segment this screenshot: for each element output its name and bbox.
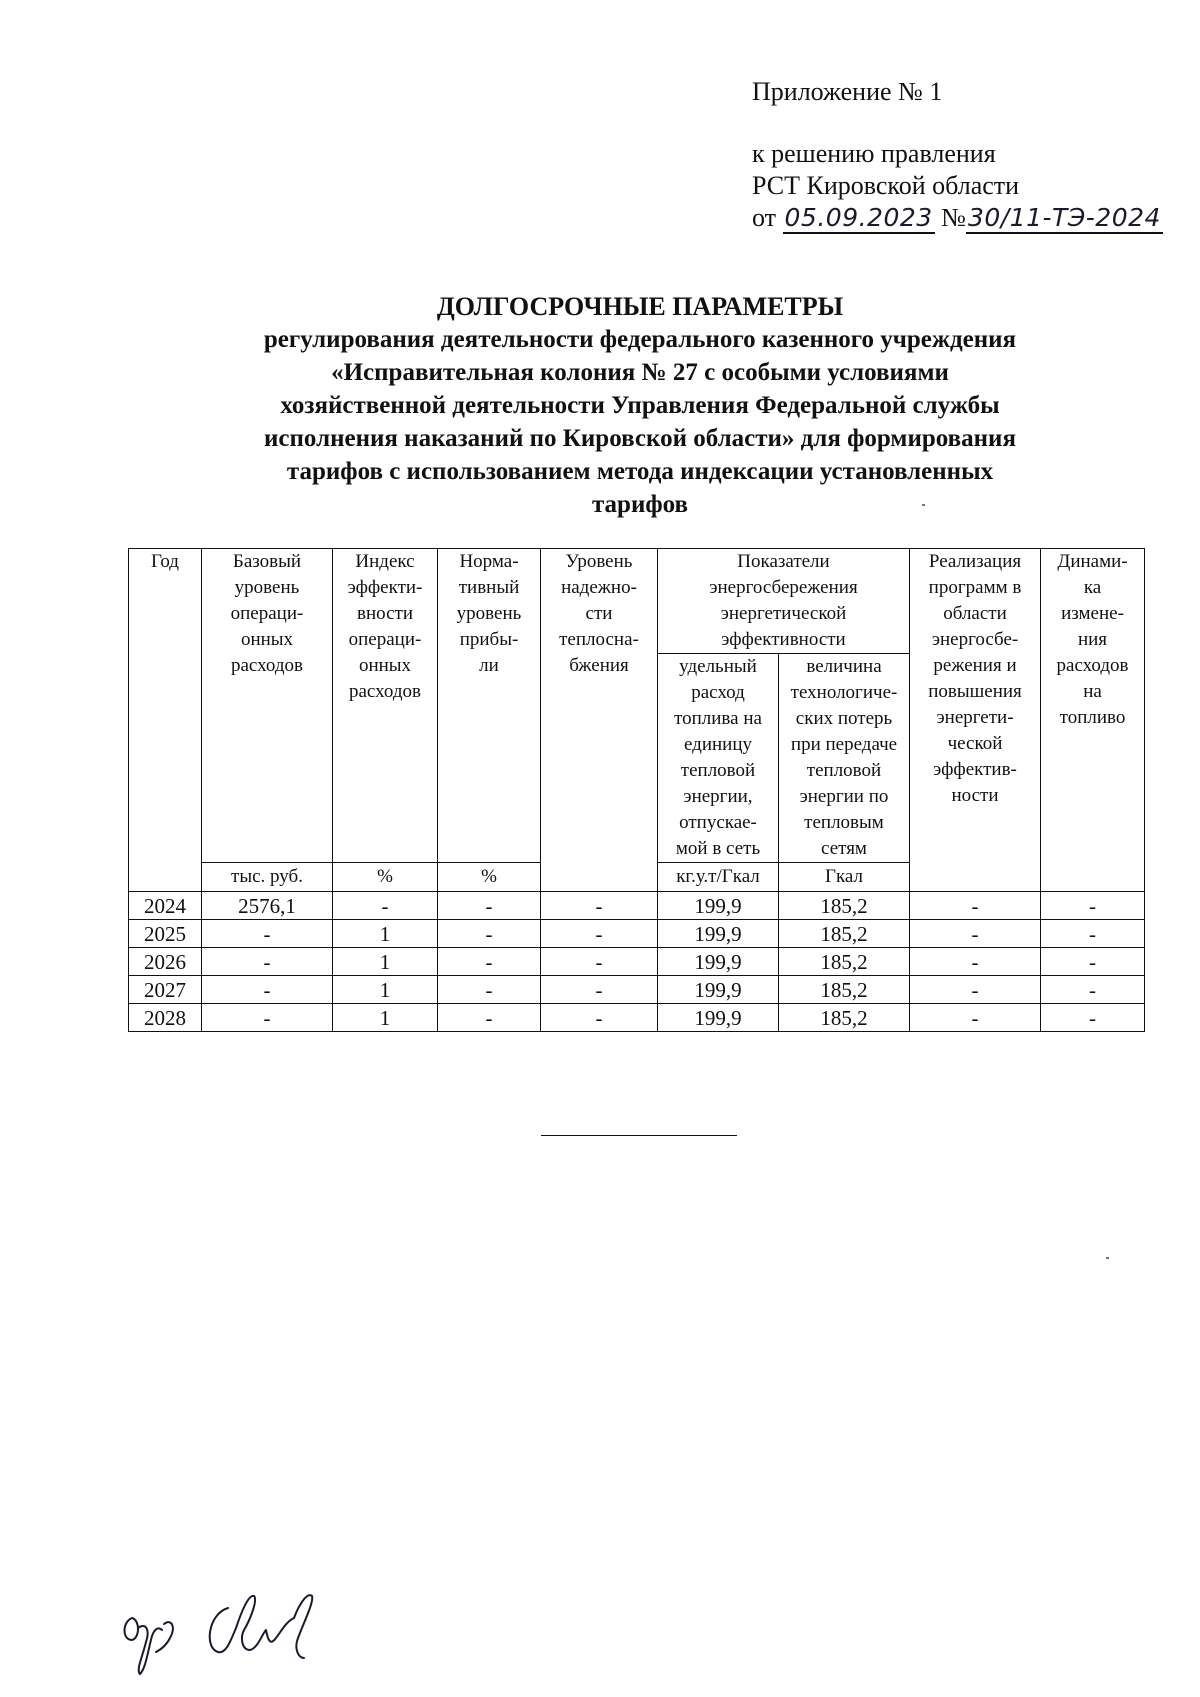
header-line: ческой	[947, 733, 1003, 754]
title-line: «Исправительная колония № 27 с особыми условиями	[331, 359, 949, 386]
header-line: измене-	[1061, 603, 1124, 624]
header-line: Реализация	[928, 551, 1022, 572]
scan-speck	[922, 504, 925, 506]
header-line: эффекти-	[347, 577, 423, 598]
parameters-table	[128, 548, 1145, 1032]
header-line: онных	[358, 655, 412, 676]
header-line: Норма-	[459, 551, 519, 572]
header-line: расходов	[1056, 655, 1129, 676]
cell-losses: 185,2	[779, 920, 910, 948]
title-line: тарифов с использованием метода индексации установленных	[286, 458, 994, 485]
header-line: режения и	[933, 655, 1017, 676]
cell-programs: -	[910, 920, 1041, 948]
header-line: ности	[951, 785, 999, 806]
header-line: энергосбе-	[931, 629, 1019, 650]
table-row	[129, 948, 1145, 976]
header-line: Показатели	[737, 551, 830, 572]
cell-index: 1	[333, 976, 438, 1004]
appendix-date-line	[752, 202, 1163, 234]
cell-reliability: -	[541, 892, 658, 920]
header-fuel-dynamics	[1041, 549, 1145, 892]
header-line: тепловой	[680, 760, 756, 781]
cell-dynamics: -	[1041, 976, 1145, 1004]
cell-dynamics: -	[1041, 948, 1145, 976]
cell-programs: -	[910, 892, 1041, 920]
header-base-opex	[202, 549, 333, 863]
title-line: регулирования деятельности федерального казенного учреждения	[263, 326, 1017, 353]
unit-index: %	[333, 863, 438, 892]
cell-index: 1	[333, 948, 438, 976]
unit-profit: %	[438, 863, 541, 892]
unit-losses: Гкал	[779, 863, 910, 892]
cell-base: -	[202, 1004, 333, 1032]
cell-index: 1	[333, 1004, 438, 1032]
table-row	[129, 976, 1145, 1004]
header-line: уровень	[234, 577, 300, 598]
decision-number: 30/11-ТЭ-2024	[967, 203, 1161, 232]
from-label: от	[752, 203, 777, 232]
cell-dynamics: -	[1041, 1004, 1145, 1032]
header-row-1	[129, 549, 1145, 654]
document-title	[150, 290, 1130, 521]
decision-date: 05.09.2023	[784, 203, 933, 232]
cell-profit: -	[438, 948, 541, 976]
header-line: операци-	[348, 629, 422, 650]
cell-losses: 185,2	[779, 948, 910, 976]
header-line: бжения	[569, 655, 629, 676]
header-line: эффектив-	[933, 759, 1017, 780]
cell-year: 2026	[129, 948, 202, 976]
header-line: топливо	[1059, 707, 1126, 728]
cell-profit: -	[438, 920, 541, 948]
header-reliability	[541, 549, 658, 892]
appendix-block	[752, 76, 1163, 234]
cell-losses: 185,2	[779, 1004, 910, 1032]
header-line: расходов	[349, 681, 421, 702]
header-line: Динами-	[1057, 551, 1128, 572]
header-line: энергетической	[720, 603, 847, 624]
header-line: энергети-	[936, 707, 1014, 728]
cell-losses: 185,2	[779, 892, 910, 920]
header-energy-indicators	[658, 549, 910, 654]
header-line: при передаче	[790, 734, 898, 755]
cell-fuel: 199,9	[658, 976, 779, 1004]
cell-reliability: -	[541, 976, 658, 1004]
header-line: удельный	[679, 656, 757, 677]
scan-speck	[1106, 1257, 1109, 1259]
header-heat-losses	[779, 654, 910, 863]
appendix-decision-line: к решению правления	[752, 139, 996, 168]
header-line: тепловой	[806, 760, 882, 781]
title-line: тарифов	[591, 491, 689, 518]
header-line: топлива на	[674, 708, 762, 729]
unit-base: тыс. руб.	[202, 863, 333, 892]
header-line: ли	[479, 655, 499, 676]
header-line: энергии,	[683, 786, 753, 807]
header-fuel-consumption	[658, 654, 779, 863]
cell-base: -	[202, 920, 333, 948]
header-line: Уровень	[565, 551, 633, 572]
cell-programs: -	[910, 976, 1041, 1004]
table-row	[129, 920, 1145, 948]
closing-divider	[541, 1135, 737, 1136]
cell-reliability: -	[541, 920, 658, 948]
header-line: расходов	[231, 655, 303, 676]
title-line: исполнения наказаний по Кировской области» для формирования	[264, 425, 1016, 452]
header-line: мой в сеть	[675, 838, 761, 859]
header-line: области	[943, 603, 1007, 624]
header-line: онных	[240, 629, 294, 650]
cell-dynamics: -	[1041, 920, 1145, 948]
cell-year: 2027	[129, 976, 202, 1004]
header-line: единицу	[683, 734, 753, 755]
appendix-authority-line: РСТ Кировской области	[752, 171, 1020, 200]
header-line: уровень	[456, 603, 522, 624]
title-line: хозяйственной деятельности Управления Федеральной службы	[280, 392, 1000, 419]
cell-index: 1	[333, 920, 438, 948]
cell-programs: -	[910, 1004, 1041, 1032]
unit-fuel: кг.у.т/Гкал	[658, 863, 779, 892]
cell-profit: -	[438, 892, 541, 920]
header-line: эффективности	[721, 629, 846, 650]
appendix-title: Приложение № 1	[752, 77, 943, 106]
header-year: Год	[129, 549, 202, 892]
header-line: отпускае-	[679, 812, 757, 833]
header-line: тивный	[458, 577, 520, 598]
cell-year: 2028	[129, 1004, 202, 1032]
cell-losses: 185,2	[779, 976, 910, 1004]
title-heading: ДОЛГОСРОЧНЫЕ ПАРАМЕТРЫ	[436, 292, 844, 321]
header-line: программ в	[928, 577, 1022, 598]
cell-index: -	[333, 892, 438, 920]
cell-fuel: 199,9	[658, 1004, 779, 1032]
header-line: теплосна-	[559, 629, 639, 650]
cell-year: 2024	[129, 892, 202, 920]
cell-fuel: 199,9	[658, 892, 779, 920]
cell-base: -	[202, 948, 333, 976]
cell-reliability: -	[541, 948, 658, 976]
header-line: энергосбережения	[709, 577, 858, 598]
header-line: технологиче-	[790, 682, 898, 703]
cell-programs: -	[910, 948, 1041, 976]
cell-reliability: -	[541, 1004, 658, 1032]
header-line: ских потерь	[795, 708, 893, 729]
table-row	[129, 892, 1145, 920]
header-line: ния	[1077, 629, 1108, 650]
cell-dynamics: -	[1041, 892, 1145, 920]
cell-base: 2576,1	[202, 892, 333, 920]
handwritten-signature-icon	[118, 1578, 408, 1678]
header-line: Индекс	[355, 551, 415, 572]
number-label: №	[941, 203, 966, 232]
table-body	[129, 892, 1145, 1032]
cell-fuel: 199,9	[658, 920, 779, 948]
header-line: величина	[806, 656, 882, 677]
header-line: сетям	[821, 838, 867, 859]
header-efficiency-index	[333, 549, 438, 863]
header-line: надежно-	[561, 577, 637, 598]
cell-base: -	[202, 976, 333, 1004]
header-line: на	[1083, 681, 1102, 702]
header-line: прибы-	[459, 629, 519, 650]
header-line: расход	[691, 682, 745, 703]
cell-profit: -	[438, 1004, 541, 1032]
header-line: операци-	[230, 603, 304, 624]
cell-fuel: 199,9	[658, 948, 779, 976]
header-energy-programs	[910, 549, 1041, 892]
header-line: ка	[1083, 577, 1102, 598]
header-line: тепловым	[804, 812, 884, 833]
table-row	[129, 1004, 1145, 1032]
header-line: вности	[356, 603, 414, 624]
header-line: Базовый	[232, 551, 302, 572]
cell-profit: -	[438, 976, 541, 1004]
cell-year: 2025	[129, 920, 202, 948]
header-line: сти	[585, 603, 613, 624]
header-profit-level	[438, 549, 541, 863]
header-line: энергии по	[799, 786, 889, 807]
header-line: повышения	[928, 681, 1022, 702]
